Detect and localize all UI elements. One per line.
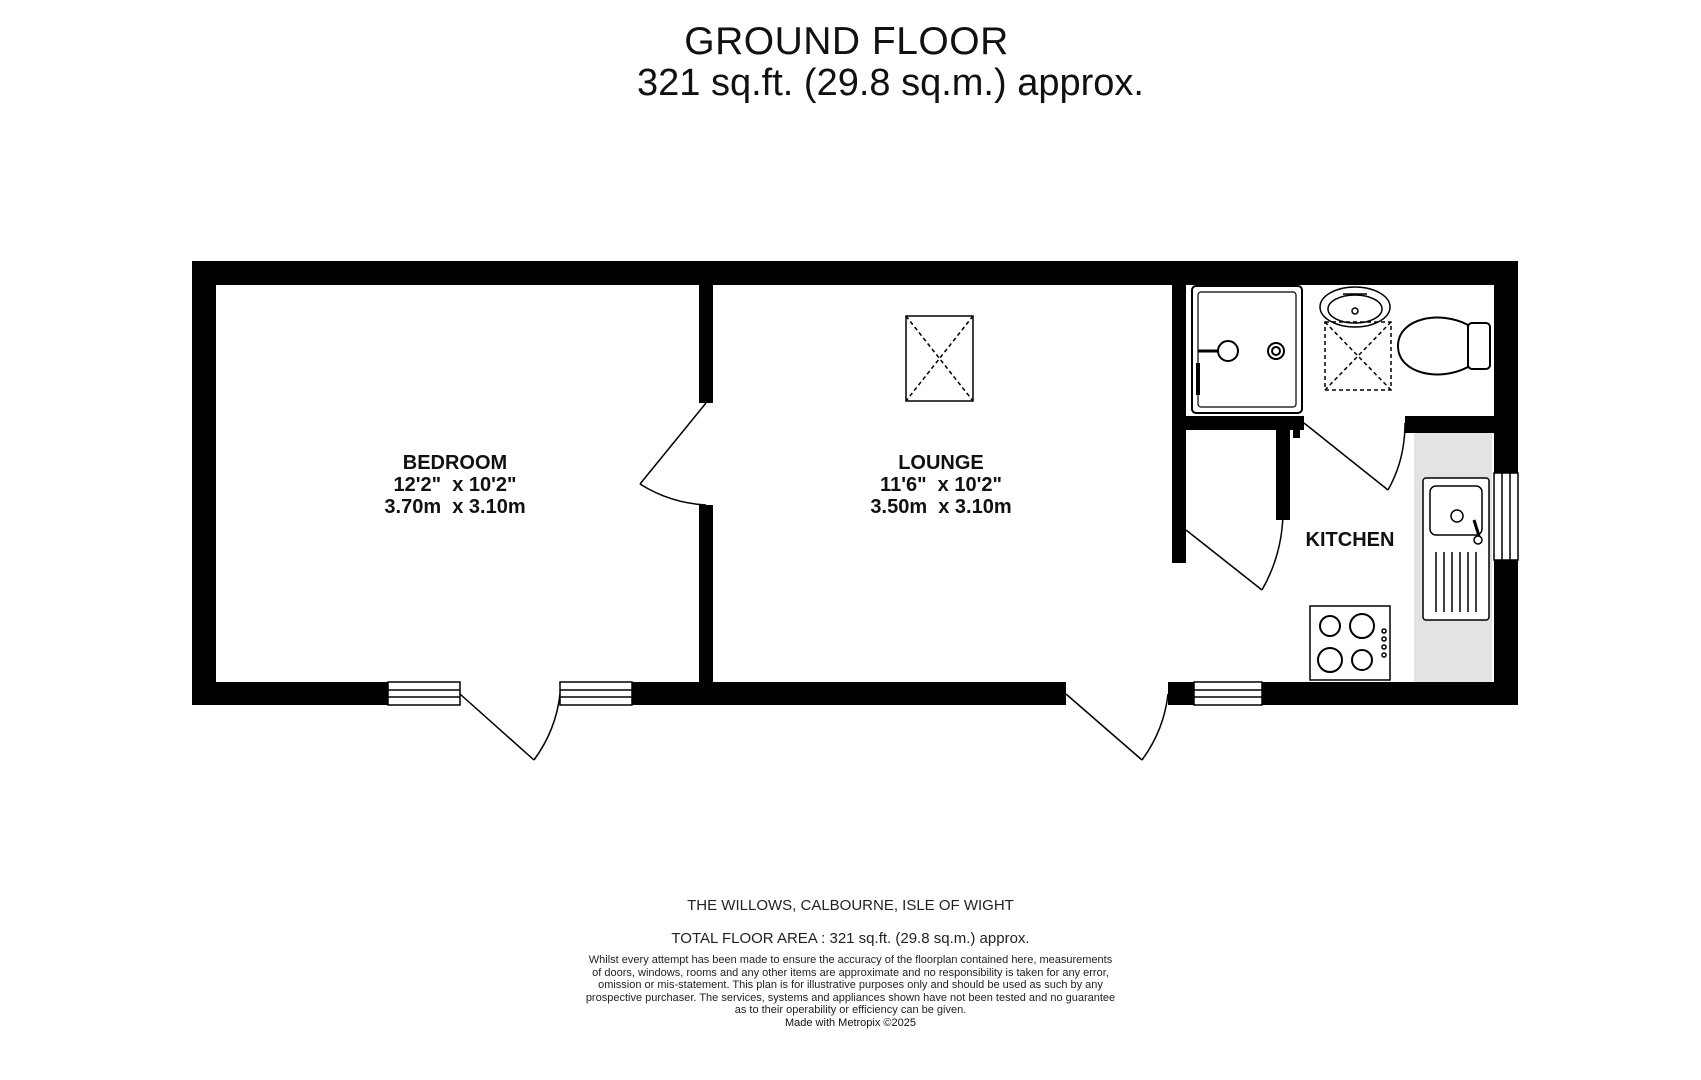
made-with-credit: Made with Metropix ©2025 [784,1017,916,1029]
bedroom-imperial: 12'2" x 10'2" [393,474,517,496]
hob-icon [1310,606,1390,680]
toilet-icon [1398,318,1490,375]
disclaimer-line: Whilst every attempt has been made to ensure the accuracy of the floorplan contained here, measurements [588,954,1113,966]
total-floor-area: TOTAL FLOOR AREA : 321 sq.ft. (29.8 sq.m.) approx. [671,930,1030,947]
washbasin-icon [1320,287,1391,390]
disclaimer-line: of doors, windows, rooms and any other items are approximate and no responsibility is taken for any error, [592,966,1109,979]
property-address: THE WILLOWS, CALBOURNE, ISLE OF WIGHT [687,897,1014,914]
kitchen-name: KITCHEN [1305,529,1395,551]
room-label-kitchen [1290,529,1410,551]
room-label-bedroom [355,452,555,518]
disclaimer [0,954,1701,1017]
plan-area: 321 sq.ft. (29.8 sq.m.) approx. [637,62,1144,104]
plan-title: GROUND FLOOR [684,20,1009,63]
bedroom-metric: 3.70m x 3.10m [384,496,526,518]
shower-icon [1192,286,1302,413]
skylight-icon [906,316,973,401]
bedroom-name: BEDROOM [402,452,508,474]
room-label-lounge [841,452,1041,518]
disclaimer-line: as to their operability or efficiency can be given. [734,1004,967,1016]
sink-icon [1423,478,1489,620]
lounge-metric: 3.50m x 3.10m [870,496,1012,518]
lounge-name: LOUNGE [898,452,984,474]
disclaimer-line: omission or mis-statement. This plan is for illustrative purposes only and should be used as such by any [598,979,1103,991]
lounge-imperial: 11'6" x 10'2" [880,474,1002,496]
disclaimer-line: prospective purchaser. The services, systems and appliances shown have not been tested and no guarantee [585,991,1116,1004]
